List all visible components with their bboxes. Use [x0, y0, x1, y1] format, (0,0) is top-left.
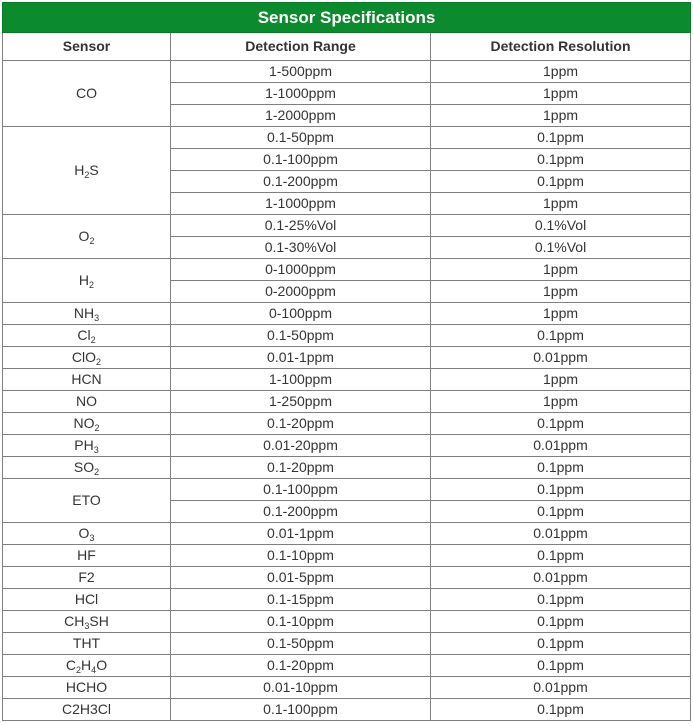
detection-resolution-cell: 1ppm [431, 105, 691, 127]
detection-range-cell: 0-2000ppm [171, 281, 431, 303]
sensor-spec-table [2, 2, 691, 721]
sensor-cell: $H_2$ [3, 259, 171, 303]
detection-range-cell: 0.1-100ppm [171, 149, 431, 171]
detection-resolution-cell: 0.1ppm [431, 479, 691, 501]
sensor-cell: HCl [3, 589, 171, 611]
detection-range-cell: 0.1-200ppm [171, 171, 431, 193]
detection-resolution-cell: 0.1ppm [431, 149, 691, 171]
table-row [3, 699, 691, 721]
detection-resolution-cell: 0.1ppm [431, 633, 691, 655]
detection-range-cell: 0.1-50ppm [171, 325, 431, 347]
table-row [3, 457, 691, 479]
detection-resolution-cell: 0.1ppm [431, 171, 691, 193]
detection-range-cell: 1-1000ppm [171, 83, 431, 105]
detection-resolution-cell: 0.1ppm [431, 589, 691, 611]
table-row [3, 61, 691, 83]
detection-range-cell: 0.1-10ppm [171, 545, 431, 567]
table-row [3, 677, 691, 699]
detection-resolution-cell: 0.1ppm [431, 325, 691, 347]
detection-range-cell: 0.01-5ppm [171, 567, 431, 589]
sensor-cell: $C_2H_4O$ [3, 655, 171, 677]
detection-resolution-cell: 0.1ppm [431, 413, 691, 435]
detection-resolution-cell: 1ppm [431, 303, 691, 325]
header-row [3, 33, 691, 61]
sensor-cell: CO [3, 61, 171, 127]
sensor-cell: $O_2$ [3, 215, 171, 259]
table-row [3, 127, 691, 149]
detection-resolution-cell: 1ppm [431, 61, 691, 83]
detection-range-cell: 0.1-50ppm [171, 633, 431, 655]
detection-range-cell: 0.1-20ppm [171, 413, 431, 435]
table-row [3, 369, 691, 391]
detection-resolution-cell: 0.01ppm [431, 435, 691, 457]
table-row [3, 303, 691, 325]
table-title: Sensor Specifications [3, 3, 691, 33]
sensor-cell: $Cl_2$ [3, 325, 171, 347]
detection-resolution-cell: 1ppm [431, 369, 691, 391]
table-row [3, 413, 691, 435]
detection-range-cell: 0.01-10ppm [171, 677, 431, 699]
detection-resolution-cell: 0.01ppm [431, 347, 691, 369]
table-row [3, 589, 691, 611]
sensor-cell: $NO_2$ [3, 413, 171, 435]
table-row [3, 655, 691, 677]
detection-resolution-cell: 0.1ppm [431, 127, 691, 149]
detection-resolution-cell: 1ppm [431, 83, 691, 105]
detection-resolution-cell: 0.01ppm [431, 523, 691, 545]
detection-range-cell: 0.1-10ppm [171, 611, 431, 633]
table-row [3, 545, 691, 567]
detection-range-cell: 0.01-1ppm [171, 347, 431, 369]
table-row [3, 325, 691, 347]
sensor-cell: HF [3, 545, 171, 567]
detection-range-cell: 0.1-20ppm [171, 457, 431, 479]
sensor-cell: $NH_3$ [3, 303, 171, 325]
detection-range-cell: 0.1-200ppm [171, 501, 431, 523]
spec-table-container [2, 2, 690, 721]
detection-resolution-cell: 0.01ppm [431, 567, 691, 589]
detection-range-cell: 1-100ppm [171, 369, 431, 391]
detection-range-cell: 1-250ppm [171, 391, 431, 413]
detection-resolution-cell: 1ppm [431, 391, 691, 413]
table-row [3, 347, 691, 369]
detection-resolution-cell: 0.1ppm [431, 699, 691, 721]
detection-range-cell: 0.1-30%Vol [171, 237, 431, 259]
sensor-cell: F2 [3, 567, 171, 589]
detection-resolution-cell: 0.1ppm [431, 545, 691, 567]
header-detection-range: Detection Range [171, 33, 431, 61]
table-body [3, 61, 691, 721]
sensor-cell: ETO [3, 479, 171, 523]
detection-range-cell: 0.1-20ppm [171, 655, 431, 677]
sensor-cell: $CH_3SH$ [3, 611, 171, 633]
sensor-cell: $H_2S$ [3, 127, 171, 215]
detection-range-cell: 0.01-1ppm [171, 523, 431, 545]
detection-range-cell: 1-2000ppm [171, 105, 431, 127]
sensor-cell: $PH_3$ [3, 435, 171, 457]
detection-resolution-cell: 0.1%Vol [431, 237, 691, 259]
table-row [3, 633, 691, 655]
detection-resolution-cell: 1ppm [431, 281, 691, 303]
detection-range-cell: 0.1-50ppm [171, 127, 431, 149]
sensor-cell: THT [3, 633, 171, 655]
sensor-cell: ClO$_2$ [3, 347, 171, 369]
table-row [3, 567, 691, 589]
table-row [3, 611, 691, 633]
table-row [3, 435, 691, 457]
sensor-cell: C2H3Cl [3, 699, 171, 721]
sensor-cell: NO [3, 391, 171, 413]
detection-range-cell: 1-500ppm [171, 61, 431, 83]
detection-range-cell: 0.1-25%Vol [171, 215, 431, 237]
sensor-cell: $SO_2$ [3, 457, 171, 479]
detection-resolution-cell: 0.1ppm [431, 501, 691, 523]
detection-resolution-cell: 1ppm [431, 193, 691, 215]
header-sensor: Sensor [3, 33, 171, 61]
detection-resolution-cell: 0.1ppm [431, 655, 691, 677]
detection-range-cell: 1-1000ppm [171, 193, 431, 215]
detection-range-cell: 0.01-20ppm [171, 435, 431, 457]
detection-resolution-cell: 0.01ppm [431, 677, 691, 699]
detection-range-cell: 0.1-100ppm [171, 699, 431, 721]
table-row [3, 391, 691, 413]
sensor-cell: HCN [3, 369, 171, 391]
detection-range-cell: 0.1-100ppm [171, 479, 431, 501]
table-row [3, 215, 691, 237]
detection-resolution-cell: 1ppm [431, 259, 691, 281]
header-detection-resolution: Detection Resolution [431, 33, 691, 61]
detection-resolution-cell: 0.1%Vol [431, 215, 691, 237]
detection-range-cell: 0-100ppm [171, 303, 431, 325]
title-row [3, 3, 691, 33]
detection-resolution-cell: 0.1ppm [431, 457, 691, 479]
table-row [3, 259, 691, 281]
sensor-cell: HCHO [3, 677, 171, 699]
table-row [3, 479, 691, 501]
detection-range-cell: 0-1000ppm [171, 259, 431, 281]
table-row [3, 523, 691, 545]
sensor-cell: $O_3$ [3, 523, 171, 545]
detection-resolution-cell: 0.1ppm [431, 611, 691, 633]
detection-range-cell: 0.1-15ppm [171, 589, 431, 611]
